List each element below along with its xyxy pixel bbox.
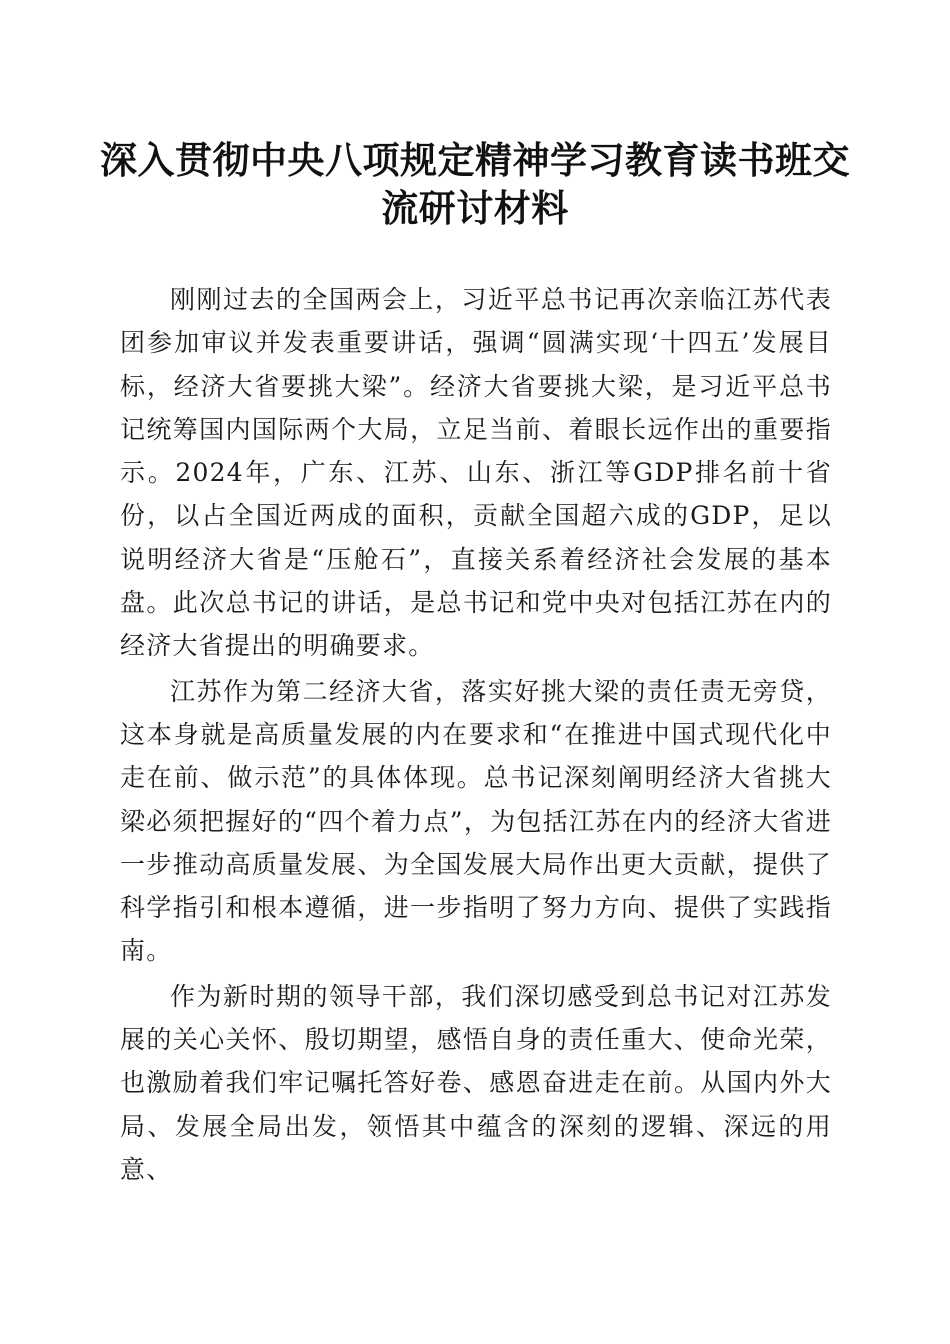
document-body xyxy=(120,278,832,1193)
paragraph-1: 刚刚过去的全国两会上，习近平总书记再次亲临江苏代表团参加审议并发表重要讲话，强调“圆满实现‘十四五’发展目标，经济大省要挑大梁”。经济大省要挑大梁，是习近平总书记统筹国内国际两个大局，立足当前、着眼长远作出的重要指示。2024年，广东、江苏、山东、浙江等GDP排名前十省份，以占全国近两成的面积，贡献全国超六成的GDP，足以说明经济大省是“压舱石”，直接关系着经济社会发展的基本盘。此次总书记的讲话，是总书记和党中央对包括江苏在内的经济大省提出的明确要求。 xyxy=(120,285,832,661)
paragraph-3: 作为新时期的领导干部，我们深切感受到总书记对江苏发展的关心关怀、殷切期望，感悟自身的责任重大、使命光荣，也激励着我们牢记嘱托答好卷、感恩奋进走在前。从国内外大局、发展全局出发，领悟其中蕴含的深刻的逻辑、深远的用意、 xyxy=(120,981,832,1184)
document-title: 深入贯彻中央八项规定精神学习教育读书班交流研讨材料 xyxy=(100,138,850,230)
paragraph-2: 江苏作为第二经济大省，落实好挑大梁的责任责无旁贷，这本身就是高质量发展的内在要求和“在推进中国式现代化中走在前、做示范”的具体体现。总书记深刻阐明经济大省挑大梁必须把握好的“四个着力点”，为包括江苏在内的经济大省进一步推动高质量发展、为全国发展大局作出更大贡献，提供了科学指引和根本遵循，进一步指明了努力方向、提供了实践指南。 xyxy=(120,676,832,966)
